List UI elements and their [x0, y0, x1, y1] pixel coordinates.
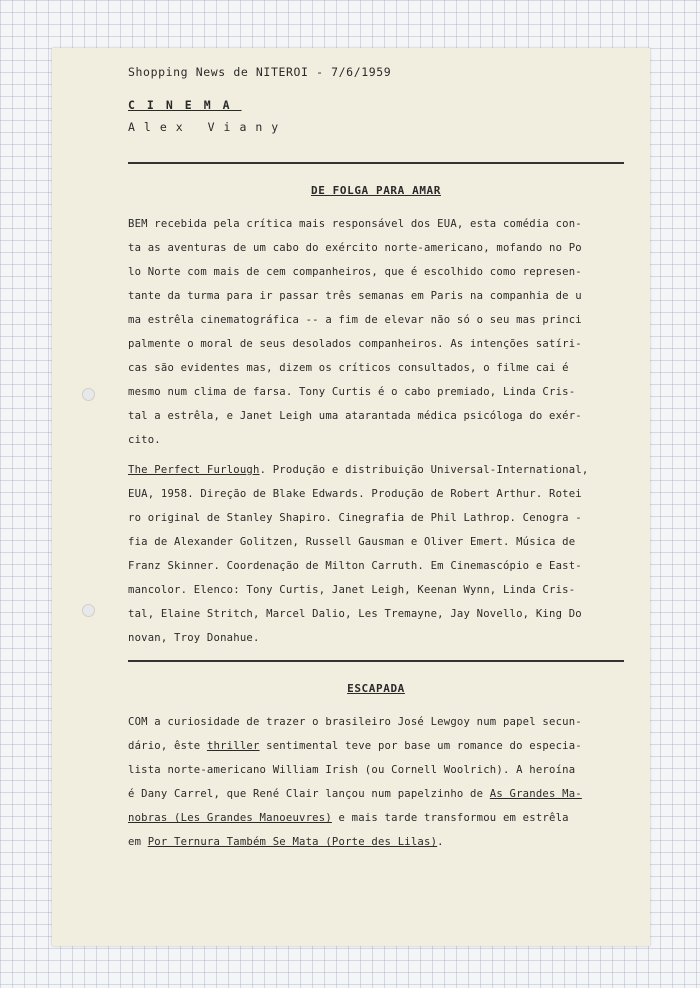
text-line: dário, êste thriller sentimental teve por base um romance do especia-	[128, 740, 582, 752]
text-line: tal, Elaine Stritch, Marcel Dalio, Les Tremayne, Jay Novello, King Do	[128, 608, 582, 620]
text-line: BEM recebida pela crítica mais responsável dos EUA, esta comédia con-	[128, 218, 582, 230]
text-line: nobras (Les Grandes Manoeuvres) e mais tarde transformou em estrêla	[128, 812, 569, 824]
text-line: ro original de Stanley Shapiro. Cinegrafia de Phil Lathrop. Cenogra -	[128, 512, 582, 524]
article1-credits	[128, 458, 624, 650]
text-line: ma estrêla cinematográfica -- a fim de elevar não só o seu mas princi	[128, 314, 582, 326]
paper-sheet	[52, 48, 650, 946]
article1-title: DE FOLGA PARA AMAR	[310, 184, 441, 197]
text-line: The Perfect Furlough. Produção e distribuição Universal-International,	[128, 464, 589, 476]
text-line: cas são evidentes mas, dizem os críticos consultados, o filme cai é	[128, 362, 569, 374]
article2-body	[128, 710, 624, 854]
text-line: EUA, 1958. Direção de Blake Edwards. Produção de Robert Arthur. Rotei	[128, 488, 582, 500]
text-line: tante da turma para ir passar três semanas em Paris na companhia de u	[128, 290, 582, 302]
text-line: COM a curiosidade de trazer o brasileiro José Lewgoy num papel secun-	[128, 716, 582, 728]
text-line: ta as aventuras de um cabo do exército norte-americano, mofando no Po	[128, 242, 582, 254]
author-name: Alex Viany	[128, 120, 288, 134]
text-line: em Por Ternura Também Se Mata (Porte des Lilas).	[128, 836, 444, 848]
punch-hole	[82, 604, 95, 617]
article1-body	[128, 212, 624, 452]
text-line: Franz Skinner. Coordenação de Milton Carruth. Em Cinemascópio e East-	[128, 560, 582, 572]
text-line: mesmo num clima de farsa. Tony Curtis é o cabo premiado, Linda Cris-	[128, 386, 576, 398]
punch-hole	[82, 388, 95, 401]
text-line: lo Norte com mais de cem companheiros, que é escolhido como represen-	[128, 266, 582, 278]
text-line: palmente o moral de seus desolados companheiros. As intenções satíri-	[128, 338, 582, 350]
text-line: tal a estrêla, e Janet Leigh uma atarantada médica psicóloga do exér-	[128, 410, 582, 422]
text-line: cito.	[128, 434, 161, 446]
text-line: é Dany Carrel, que René Clair lançou num papelzinho de As Grandes Ma-	[128, 788, 582, 800]
film-title: The Perfect Furlough	[128, 464, 260, 476]
divider	[128, 162, 624, 164]
text-line: novan, Troy Donahue.	[128, 632, 260, 644]
section-title: CINEMA	[128, 98, 242, 112]
header-line: Shopping News de NITEROI - 7/6/1959	[128, 65, 392, 79]
divider	[128, 660, 624, 662]
text-line: lista norte-americano William Irish (ou Cornell Woolrich). A heroína	[128, 764, 576, 776]
text-line: fia de Alexander Golitzen, Russell Gausman e Oliver Emert. Música de	[128, 536, 576, 548]
article2-title: ESCAPADA	[347, 682, 405, 695]
text-line: mancolor. Elenco: Tony Curtis, Janet Leigh, Keenan Wynn, Linda Cris-	[128, 584, 576, 596]
